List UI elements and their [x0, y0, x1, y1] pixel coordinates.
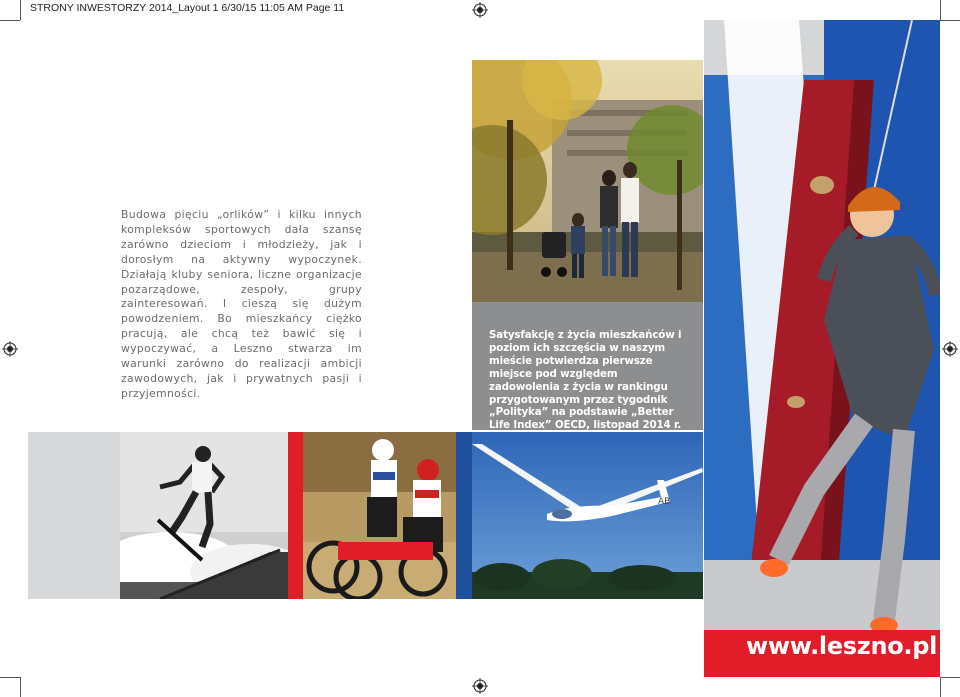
- registration-mark-top-icon: [472, 2, 488, 18]
- body-paragraph: Budowa pięciu „orlików” i kilku innych kompleksów sportowych dała szansę zarówno dzieciom i młodzieży, jak i dorosłym na aktywny wypoczynek. Działają kluby seniora, liczne organizacje pozarządowe, zespoły, grupy zainteresowań. I cieszą się dużym powodzeniem. Bo mieszkańcy ciężko pracują, ale chcą też bawić się i wypoczywać, a Leszno stwarza im warunki zarówno do realizacji ambicji zawodowych, jak i prywatnych pasji i przyjemności.: [121, 208, 362, 400]
- crop-mark-bottom-left-v: [20, 677, 21, 697]
- crop-mark-bottom-right-h: [940, 677, 960, 678]
- print-slug: STRONY INWESTORZY 2014_Layout 1 6/30/15 11:05 AM Page 11: [30, 2, 345, 14]
- svg-text:AB: AB: [658, 497, 671, 507]
- registration-mark-bottom-icon: [472, 678, 488, 694]
- light-gray-strip: [28, 432, 120, 599]
- registration-mark-right-icon: [942, 341, 958, 357]
- crop-mark-top-right-v: [940, 0, 941, 20]
- crop-mark-bottom-left-h: [0, 677, 20, 678]
- crop-mark-bottom-right-v: [940, 677, 941, 697]
- crop-mark-top-left-v: [20, 0, 21, 20]
- skateboarder-jump-photo: [120, 432, 288, 599]
- website-link[interactable]: www.leszno.pl: [746, 632, 938, 660]
- quote-text: Satysfakcję z życia mieszkańców i poziom ich szczęścia w naszym mieście potwierdza pierwsze miejsce pod względem zadowolenia z życia w rankingu przygotowanym przez tygodnik „Polityka” na podstawie „Better Life Index” OECD, listopad 2014 r.: [489, 329, 682, 432]
- speedway-riders-photo: [303, 432, 456, 599]
- red-accent-bar: [288, 432, 303, 599]
- family-walking-in-park-photo: [472, 60, 703, 302]
- glider-in-flight-photo: [472, 432, 703, 599]
- crop-mark-top-left-h: [0, 20, 20, 21]
- blue-accent-bar: [456, 432, 472, 599]
- crop-mark-top-right-h: [940, 20, 960, 21]
- registration-mark-left-icon: [2, 341, 18, 357]
- girl-on-climbing-wall-photo: [704, 20, 940, 630]
